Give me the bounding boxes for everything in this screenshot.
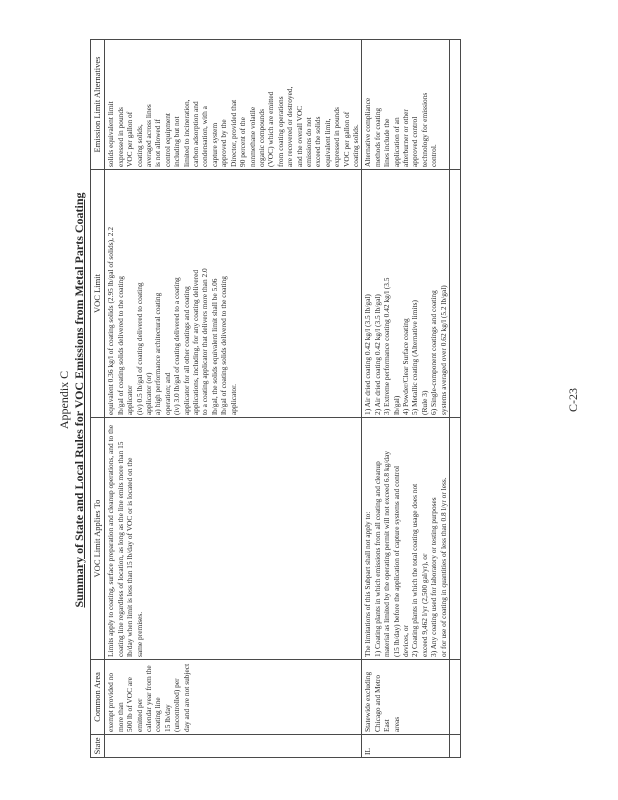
limit-text-line: lb/gal of coating solids delivered to the coating <box>219 276 229 415</box>
alt-text-line: Director, provided that <box>228 99 238 167</box>
alt-text-line: emissions do not <box>303 117 313 167</box>
cell-state <box>105 735 362 758</box>
name-text-line: Statewide excluding <box>363 671 373 732</box>
limit-text-line: lb/gal) <box>391 395 401 415</box>
alt-text-line: afterburner or other <box>401 109 410 167</box>
applies-text-line: (15 lb/day) before the application of capture systems and control <box>391 465 401 657</box>
alt-text-line: lines include the <box>382 118 392 167</box>
table-header-row <box>91 40 105 758</box>
limit-text-line: lb/gal of coating solids delivered to the coating <box>115 276 125 415</box>
header-limit: VOC Limit <box>91 170 105 418</box>
cell-limit <box>105 170 362 418</box>
cell-name <box>105 660 362 735</box>
alt-text-line: equivalent limit, <box>322 118 332 167</box>
alt-text-line: capture system <box>209 122 219 167</box>
header-name: Common Area <box>91 660 105 735</box>
cell-alt <box>105 40 362 170</box>
applies-text-line: lb/day when limit is less than 15 lb/day of VOC or is located on the <box>125 457 135 657</box>
alt-text-line: limited to incineration, <box>181 99 191 167</box>
name-text-line: Chicago and Metro East <box>372 674 392 732</box>
applies-text-line: same premises. <box>134 611 144 657</box>
alt-text-line: carbon adsorption and <box>191 101 201 167</box>
alt-text-line: control. <box>429 144 439 167</box>
limit-text-line: 1) Air dried coating 0.42 kg/l (3.5 lb/gal) <box>363 294 373 415</box>
alt-text-line: averaged across lines <box>144 104 154 167</box>
header-state: State <box>91 735 105 758</box>
alt-text-line: (VOC) which are emitted <box>266 91 276 167</box>
limit-text-line: applicator <box>125 385 135 415</box>
alt-text-line: is not allowed if <box>153 119 163 167</box>
name-text-line: calendar year from the coating line <box>144 665 163 732</box>
limit-text-line: applicator (or) <box>144 372 154 415</box>
limit-text-line: applicator for all other coatings and coating <box>181 286 191 415</box>
limit-text-line: applications, including, for any coating delivered <box>191 269 201 415</box>
alt-text-line: VOC per gallon of <box>341 111 351 167</box>
alt-text-line: approved by the <box>219 119 229 167</box>
applies-text-line: The limitations of this Subpart shall not apply to: <box>363 511 373 657</box>
limit-text-line: 5) Metallic coating (Alternative limits) <box>410 300 420 415</box>
applies-text-line: devices, or <box>401 624 410 657</box>
cell-applies <box>105 418 362 660</box>
alt-text-line: Alternative compliance <box>363 97 373 167</box>
table-continuation <box>450 40 461 758</box>
name-text-line: 15 lb/day (uncontrolled) per <box>162 678 182 732</box>
limit-text-line: (Rule 3) <box>419 390 429 415</box>
page-title: Appendix C <box>57 370 71 430</box>
header-alt: Emission Limit Alternatives <box>91 40 105 170</box>
limit-text-line: (iv) 0.5 lb/gal of coating delivered to coating <box>134 282 144 415</box>
limit-text-line: a) high performance architectural coating <box>153 292 163 415</box>
cell-name <box>362 660 450 735</box>
cell-alt <box>362 40 450 170</box>
limit-text-line: systems averaged over 0.62 kg/l (5.2 lb/gal) <box>438 285 448 415</box>
alt-text-line: exceed the solids <box>313 116 323 167</box>
alt-text-line: 90 percent of the <box>238 117 248 167</box>
alt-text-line: methods for coating <box>372 107 382 167</box>
alt-text-line: coating solids, <box>134 124 144 167</box>
alt-text-line: from coating operations <box>275 96 285 167</box>
alt-text-line: organic compounds <box>256 109 266 167</box>
limit-text-line: 3) Extreme performance coating 0.42 kg/l (3.5 <box>382 277 392 415</box>
cell-state: IL <box>362 735 450 758</box>
alt-text-line: condensation, with a <box>200 106 210 167</box>
page-number: C-23 <box>566 388 580 412</box>
name-text-line: areas <box>391 716 401 732</box>
cell-applies <box>362 418 450 660</box>
applies-text-line: material as limited by the operating permit will not exceed 6.8 kg/day <box>382 450 392 657</box>
applies-text-line: 1) Coating plants in which emissions from all coating and cleanup <box>372 461 382 657</box>
name-text-line: exempt provided no more than <box>106 672 125 732</box>
alt-text-line: nonmethane volatile <box>247 106 257 167</box>
applies-text-line: coating line regardless of location, as long as the line emits more than 15 <box>115 441 125 657</box>
applies-text-line: or for use of coating in quantities of less than 0.8 l/yr or less. <box>438 477 448 657</box>
table-body <box>105 40 450 758</box>
applies-text-line: 3) Any coating used for laboratory or testing purposes <box>429 497 439 657</box>
limit-text-line: operation; and <box>162 372 172 415</box>
alt-text-line: solids equivalent limit <box>106 101 116 167</box>
alt-text-line: and the overall VOC <box>294 105 304 167</box>
name-text-line: 500 lb of VOC are emitted per <box>125 677 144 732</box>
cell-limit <box>362 170 450 418</box>
alt-text-line: expressed in pounds <box>115 107 125 167</box>
alt-text-line: application of an <box>391 117 401 167</box>
header-applies: VOC Limit Applies To <box>91 418 105 660</box>
limit-text-line: to a coating applicator that delivers more than 2.0 <box>200 268 210 415</box>
limit-text-line: (iv) 3.0 lb/gal of coating delivered to a coating <box>172 277 182 415</box>
summary-table <box>90 39 461 758</box>
alt-text-line: VOC per gallon of <box>125 111 135 167</box>
applies-text-line: exceed 9,462 l/yr (2,500 gal/yr), or <box>419 553 429 657</box>
alt-text-line: coating solids. <box>350 124 360 167</box>
limit-text-line: equivalent 0.36 kg/l of coating solids (2.95 lb/gal of solids), 2.2 <box>106 226 116 415</box>
table-row <box>105 40 362 758</box>
alt-text-line: technology for emissions <box>419 92 429 167</box>
applies-text-line: Limits apply to coating, surface preparation and cleanup operations, and to the <box>106 424 116 657</box>
alt-text-line: including but not <box>172 116 182 167</box>
alt-text-line: approved control <box>410 116 420 167</box>
alt-text-line: are recovered or destroyed, <box>285 86 295 167</box>
limit-text-line: lb/gal, the solids equivalent limit shall be 5.06 <box>209 278 219 415</box>
name-text-line: day and are not subject <box>181 663 191 732</box>
page-subtitle: Summary of State and Local Rules for VOC Emissions from Metal Parts Coating <box>72 192 86 608</box>
alt-text-line: control equipment <box>162 113 172 167</box>
limit-text-line: 2) Air dried coating 0.42 kg/l (3.5 lb/gal) <box>372 294 382 415</box>
applies-text-line: 2) Coating plants in which the total coating usage does not <box>410 483 420 657</box>
limit-text-line: applicator. <box>228 384 238 415</box>
limit-text-line: 4) Powder/Clear Surface coating <box>401 318 410 415</box>
alt-text-line: expressed in pounds <box>332 107 342 167</box>
table-row <box>362 40 450 758</box>
limit-text-line: 6) Single-component coatings and coating <box>429 290 439 415</box>
